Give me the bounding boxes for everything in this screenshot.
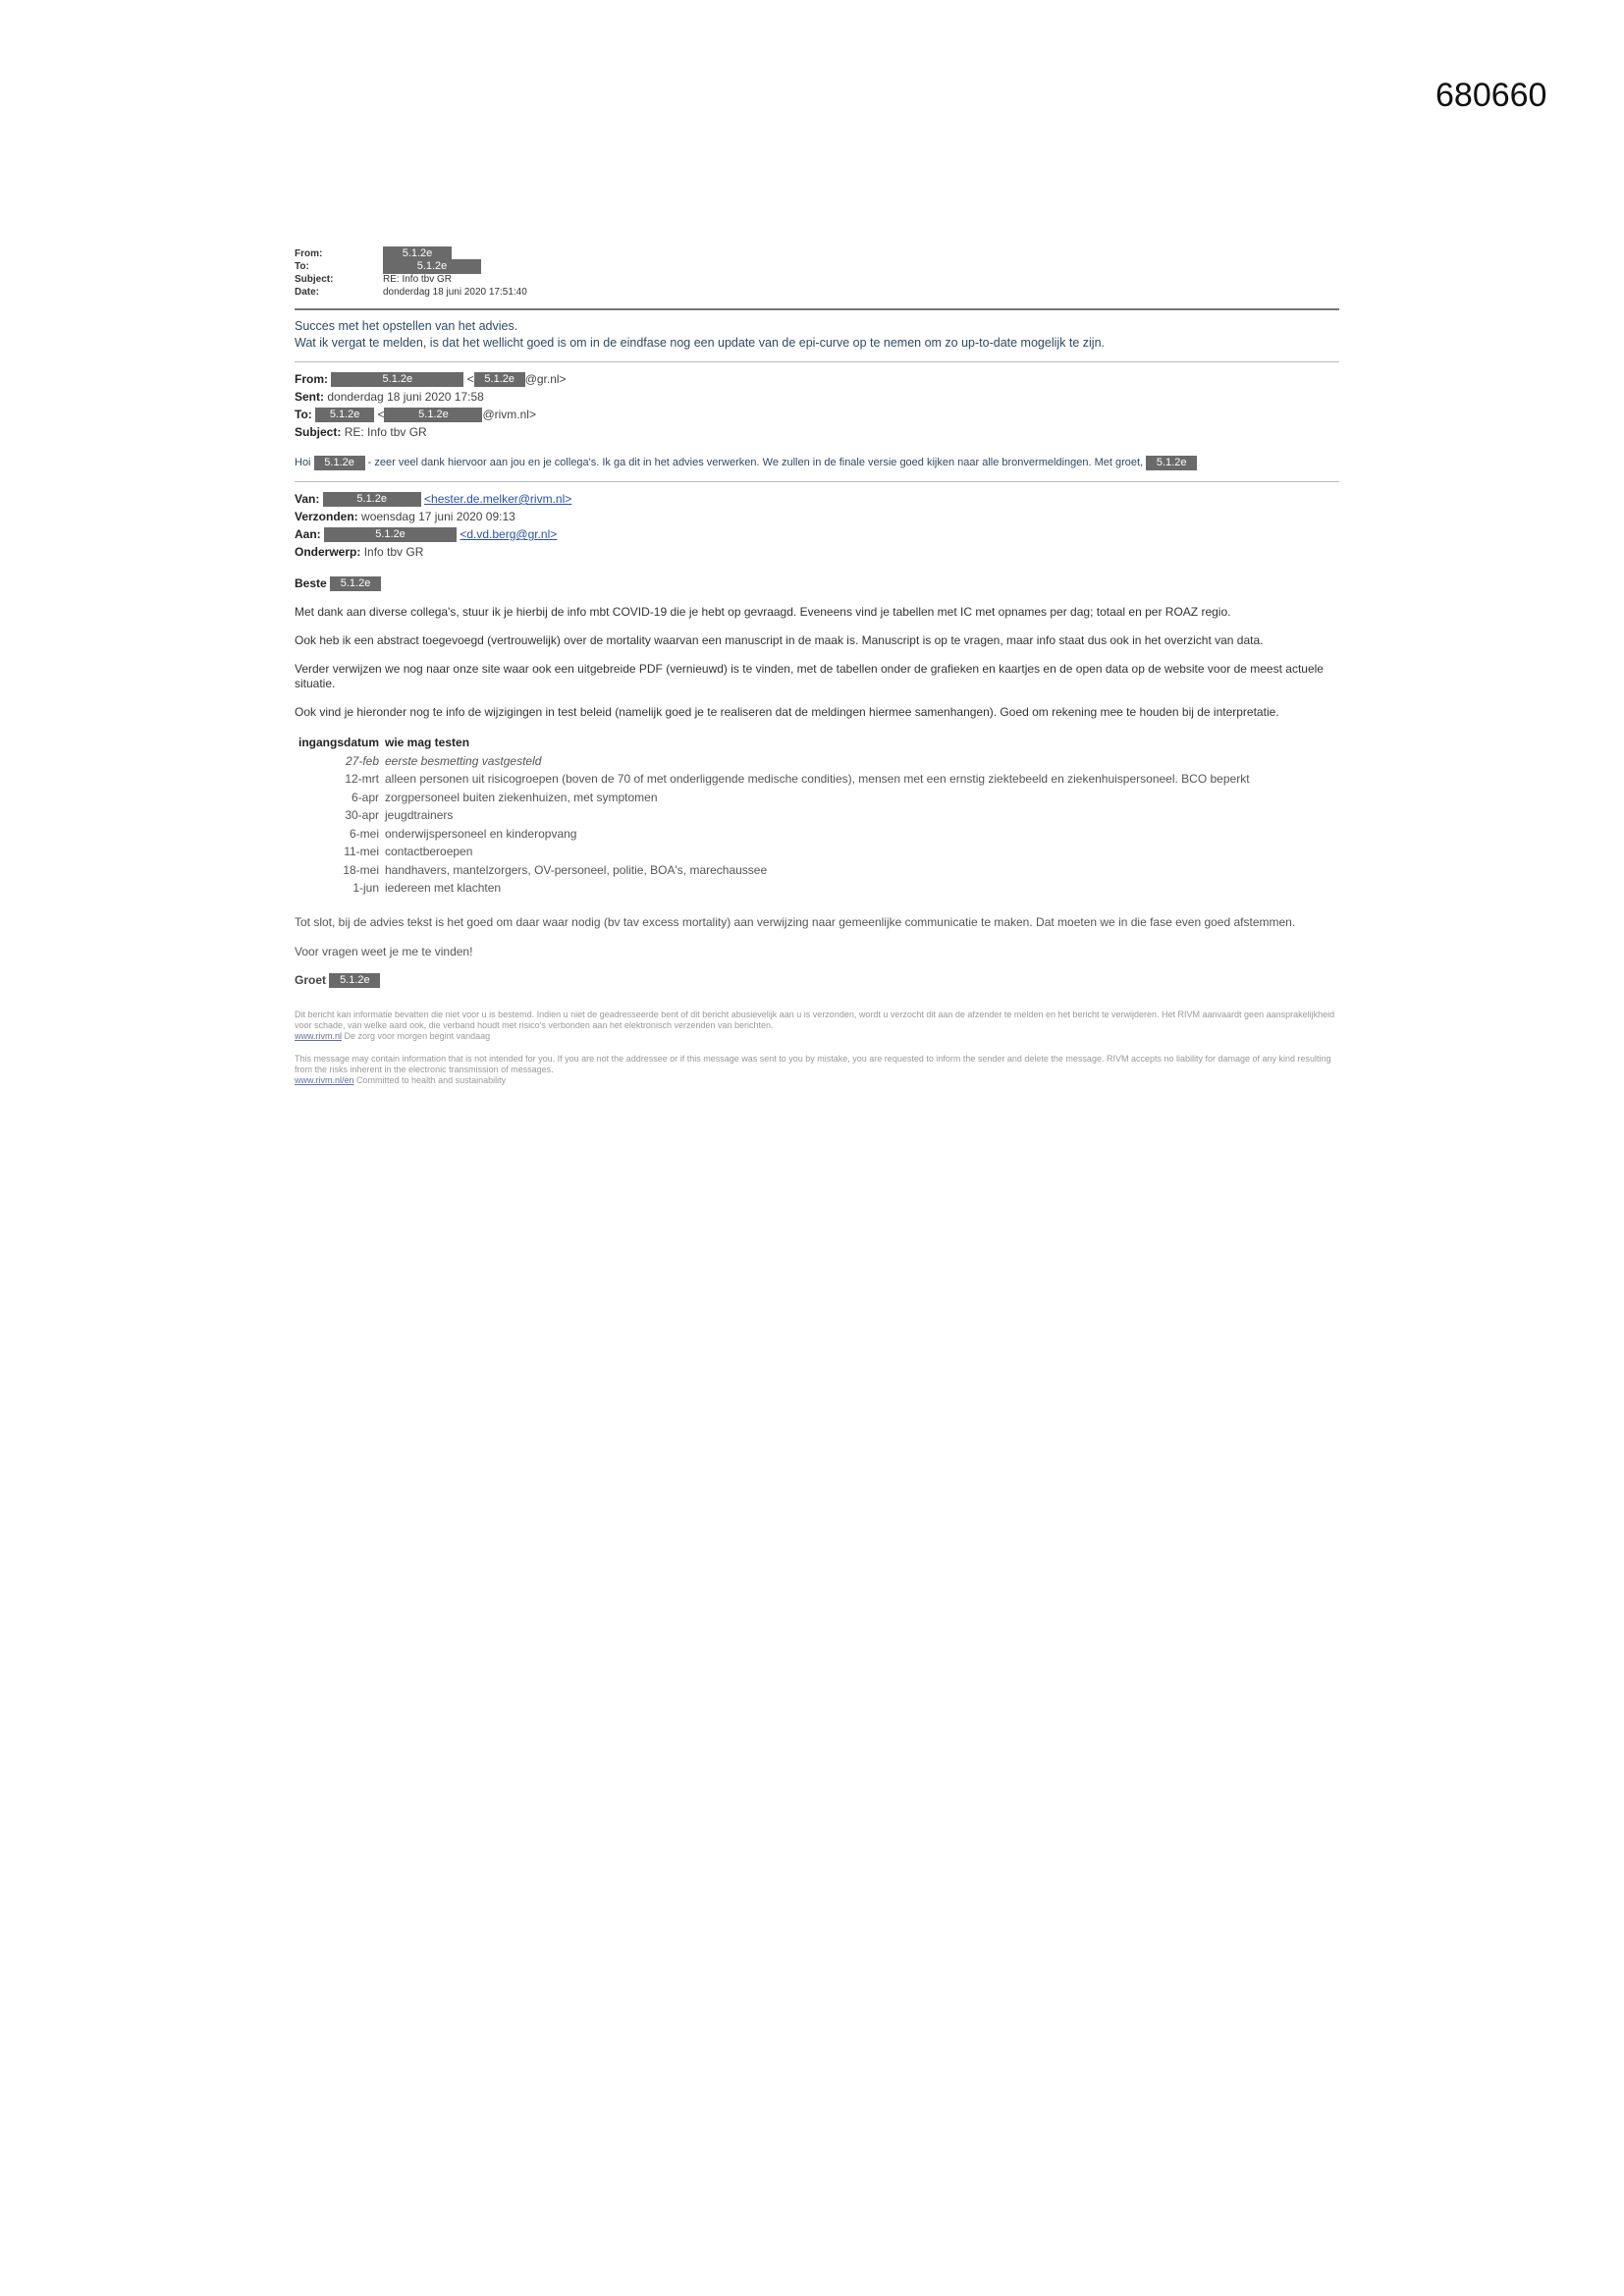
msg2-body	[295, 455, 1339, 471]
header-date-row	[295, 286, 1339, 299]
redaction-box: 5.1.2e	[329, 973, 380, 988]
msg3-meta	[295, 490, 1339, 561]
table-cell-date: 1-jun	[352, 881, 379, 896]
msg2-body-text: - zeer veel dank hiervoor aan jou en je collega's. Ik ga dit in het advies verwerken. We zullen in de finale versie goed kijken naar alle bronvermeldingen. Met groet,	[367, 457, 1144, 468]
redaction-box: 5.1.2e	[314, 456, 365, 470]
msg3-verzonden-label: Verzonden:	[295, 510, 358, 523]
header-from-label: From:	[295, 248, 323, 259]
reply1-body	[295, 318, 1339, 352]
table-cell-who: zorgpersoneel buiten ziekenhuizen, met symptomen	[385, 790, 658, 804]
msg3-aan-row	[295, 525, 1339, 543]
table-row	[298, 861, 1339, 880]
header-subject-label: Subject:	[295, 274, 334, 285]
msg3-paragraph-4: Ook vind je hieronder nog te info de wijzigingen in test beleid (namelijk goed je te realiseren dat de meldingen hiermee samenhangen). Goed om rekening mee te houden bij de interpretatie.	[295, 705, 1279, 720]
msg3-van-email-link[interactable]: <hester.de.melker@rivm.nl>	[424, 492, 572, 506]
table-cell-date: 11-mei	[344, 845, 379, 859]
disclaimer-en	[295, 1054, 1339, 1086]
msg3-van-row	[295, 490, 1339, 508]
msg3-onderwerp-row	[295, 543, 1339, 561]
msg2-from-row: From: 5.1.2e < 5.1.2e @gr.nl>	[295, 372, 567, 386]
rivm-en-link[interactable]: www.rivm.nl/en	[295, 1075, 354, 1086]
msg3-aan-label: Aan:	[295, 527, 321, 541]
msg3-paragraph-2: Ook heb ik een abstract toegevoegd (vertrouwelijk) over de mortality waarvan een manuscript in de maak is. Manuscript is op te vragen, maar info staat dus ook in het overzicht van data.	[295, 633, 1264, 648]
disclaimer-en-tagline-row	[295, 1075, 1339, 1086]
message-divider	[295, 361, 1339, 362]
table-cell-date: 30-apr	[345, 808, 379, 823]
reply1-line2: Wat ik vergat te melden, is dat het wellicht goed is om in de eindfase nog een update van de epi-curve op te nemen om zo up-to-date mogelijk te zijn.	[295, 336, 1106, 350]
msg2-sent: donderdag 18 juni 2020 17:58	[327, 390, 484, 404]
redaction-box: 5.1.2e	[331, 372, 463, 387]
msg2-sent-label: Sent:	[295, 390, 324, 404]
header-subject: RE: Info tbv GR	[383, 274, 453, 285]
redaction-box: 5.1.2e	[324, 527, 457, 542]
table-cell-who: contactberoepen	[385, 845, 473, 859]
table-cell-date: 18-mei	[343, 862, 379, 877]
msg2-to-row: To: 5.1.2e < 5.1.2e @rivm.nl>	[295, 408, 536, 421]
table-header-row	[298, 734, 1339, 752]
disclaimer-nl-tagline-row	[295, 1031, 1339, 1042]
disclaimer-nl-text: Dit bericht kan informatie bevatten die niet voor u is bestemd. Indien u niet de geadresseerde bent of dit bericht abusievelijk aan u is verzonden, wordt u verzocht dit aan de afzender te melden en het bericht te verwijderen. Het RIVM aanvaardt geen aansprakelijkheid voor schade, van welke aard ook, die verband houdt met risico's verbonden aan het elektronisch verzenden van berichten.	[295, 1010, 1335, 1031]
closing-word: Groet	[295, 972, 327, 987]
msg3-greeting	[295, 576, 1339, 591]
document-number: 680660	[1435, 77, 1547, 114]
msg3-paragraph-6: Voor vragen weet je me te vinden!	[295, 944, 473, 958]
redaction-box: 5.1.2e	[1146, 456, 1197, 470]
table-row	[298, 825, 1339, 844]
msg2-from-email-suffix: @gr.nl>	[524, 372, 567, 386]
header-date-label: Date:	[295, 287, 320, 298]
table-row	[298, 789, 1339, 807]
msg3-closing	[295, 973, 1339, 988]
table-row	[298, 806, 1339, 825]
redaction-box: 5.1.2e	[384, 408, 482, 422]
msg2-subject: RE: Info tbv GR	[344, 425, 427, 439]
table-cell-who: iedereen met klachten	[385, 881, 502, 896]
msg3-van-label: Van:	[295, 492, 320, 506]
msg2-subject-row	[295, 423, 1339, 441]
table-header-cell: ingangsdatum	[298, 736, 380, 750]
redaction-box: 5.1.2e	[323, 492, 421, 507]
header-divider	[295, 308, 1339, 310]
msg3-onderwerp-label: Onderwerp:	[295, 545, 361, 559]
table-cell-who: handhavers, mantelzorgers, OV-personeel, politie, BOA's, marechaussee	[385, 862, 768, 877]
msg2-to-email-suffix: @rivm.nl>	[482, 408, 536, 421]
table-cell-who: onderwijspersoneel en kinderopvang	[385, 826, 577, 841]
disclaimer-nl	[295, 1010, 1339, 1042]
message-divider	[295, 481, 1339, 482]
table-cell-who: alleen personen uit risicogroepen (boven de 70 of met onderliggende medische condities), mensen met een ernstig ziektebeeld en ziekenhuispersoneel. BCO beperkt	[385, 772, 1250, 787]
redaction-box: 5.1.2e	[474, 372, 525, 387]
header-date: donderdag 18 juni 2020 17:51:40	[383, 287, 527, 298]
reply1-line1: Succes met het opstellen van het advies.	[295, 319, 518, 333]
table-row	[298, 843, 1339, 861]
msg2-sent-row	[295, 388, 1339, 406]
rivm-link[interactable]: www.rivm.nl	[295, 1031, 343, 1042]
table-cell-date: 6-apr	[351, 790, 379, 804]
table-cell-who: jeugdtrainers	[385, 808, 454, 823]
redaction-box: 5.1.2e	[330, 576, 381, 591]
msg2-subject-label: Subject:	[295, 425, 342, 439]
disclaimer-nl-tagline: De zorg voor morgen begint vandaag	[344, 1031, 491, 1042]
msg3-verzonden: woensdag 17 juni 2020 09:13	[361, 510, 515, 523]
greeting-word: Beste	[295, 576, 327, 590]
disclaimer-en-tagline: Committed to health and sustainability	[356, 1075, 507, 1086]
redaction-box: 5.1.2e	[383, 259, 481, 274]
test-policy-table	[298, 734, 1339, 898]
msg2-to-label: To:	[295, 408, 312, 421]
msg3-verzonden-row	[295, 508, 1339, 525]
table-cell-date: 12-mrt	[345, 772, 379, 787]
msg3-onderwerp: Info tbv GR	[363, 545, 424, 559]
msg2-meta	[295, 370, 1339, 441]
table-header-cell: wie mag testen	[385, 736, 470, 750]
table-cell-date: 6-mei	[349, 826, 379, 841]
table-row	[298, 879, 1339, 898]
table-row	[298, 770, 1339, 789]
table-cell-who: eerste besmetting vastgesteld	[385, 753, 542, 768]
header-to-label: To:	[295, 261, 309, 272]
header-subject-row	[295, 273, 1339, 286]
msg3-aan-email-link[interactable]: <d.vd.berg@gr.nl>	[460, 527, 558, 541]
table-cell-date: 27-feb	[345, 753, 379, 768]
msg3-paragraph-5: Tot slot, bij de advies tekst is het goed om daar waar nodig (bv tav excess mortality) aan verwijzing naar gemeenlijke communicatie te maken. Dat moeten we in die fase even goed afstemmen.	[295, 914, 1296, 929]
msg3-paragraph-3: Verder verwijzen we nog naar onze site waar ook een uitgebreide PDF (vernieuwd) is te vinden, met de tabellen onder de grafieken en kaartjes en de open data op de website voor de meest actuele situatie.	[295, 662, 1324, 691]
email-header	[295, 247, 1339, 299]
redaction-box: 5.1.2e	[315, 408, 374, 422]
redaction-box: 5.1.2e	[383, 246, 452, 261]
table-row	[298, 752, 1339, 771]
disclaimer-en-text: This message may contain information that is not intended for you. If you are not the addressee or if this message was sent to you by mistake, you are requested to inform the sender and delete the message. RIVM accepts no liability for damage of any kind resulting from the risks inherent in the electronic transmission of messages.	[295, 1054, 1331, 1075]
msg2-from-label: From:	[295, 372, 328, 386]
email-printout	[295, 247, 1339, 1098]
msg3-paragraph-1: Met dank aan diverse collega's, stuur ik je hierbij de info mbt COVID-19 die je hebt op gevraagd. Eveneens vind je tabellen met IC met opnames per dag; totaal en per ROAZ regio.	[295, 605, 1231, 620]
msg2-hoi: Hoi	[295, 457, 311, 468]
header-to-row	[295, 260, 1339, 273]
